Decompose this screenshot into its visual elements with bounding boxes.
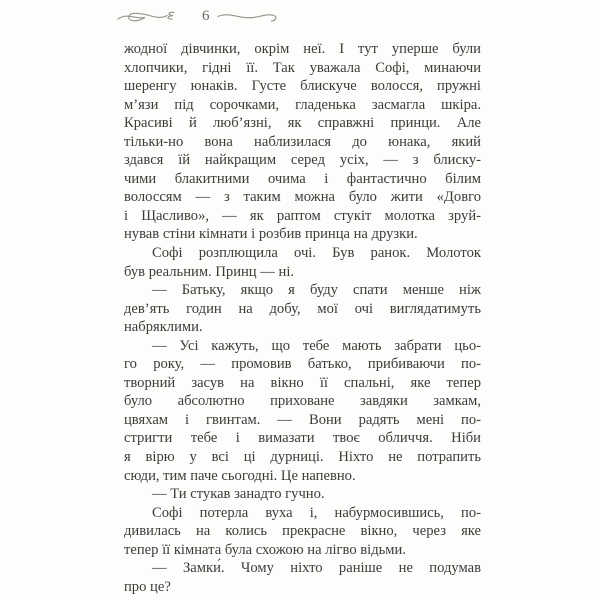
text-line: про це? xyxy=(124,578,171,595)
text-line: — Батьку, якщо я буду спати менше ніж xyxy=(152,282,481,299)
text-line: — Ти стукав занадто гучно. xyxy=(152,486,325,503)
text-line: жодної дівчинки, окрім неї. І тут уперше були xyxy=(124,41,481,57)
text-line: шеренгу юнаків. Густе блискуче волосся, пружні xyxy=(124,78,481,95)
text-line: творний засув на вікно її спальні, яке тепер xyxy=(124,374,481,391)
text-line: був реальним. Принц — ні. xyxy=(124,263,295,280)
text-line: стригти тебе і вимазати твоє обличчя. Ніби xyxy=(124,430,481,447)
text-line: набряклими. xyxy=(124,319,203,336)
flourish-right-icon xyxy=(217,7,279,25)
text-line: і Щасливо», — як раптом стукіт молотка зруй- xyxy=(124,207,481,224)
text-line: Красиві й люб’язні, як справжні принци. Але xyxy=(124,115,481,132)
text-line: Софі розплющила очі. Був ранок. Молоток xyxy=(152,245,481,262)
text-line: го року, — промовив батько, прибиваючи по- xyxy=(124,356,481,373)
text-line: здався їй найкращим серед усіх, — з блиску- xyxy=(124,152,481,169)
text-line: чими блакитними очима і фантастично білим xyxy=(124,170,481,187)
text-line: було абсолютно приховане завдяки замкам, xyxy=(124,393,481,410)
text-line: дивилась на колись прекрасне вікно, через яке xyxy=(124,523,481,540)
page-header xyxy=(108,4,288,28)
text-line: — Усі кажуть, що тебе мають забрати цьо- xyxy=(152,337,481,354)
text-line: цвяхам і гвинтам. — Вони радять мені по- xyxy=(124,411,481,428)
text-line: сюди, тим паче сьогодні. Це напевно. xyxy=(124,467,356,484)
page-number: 6 xyxy=(202,8,210,24)
text-line: дев’ять годин на добу, мої очі виглядатимуть xyxy=(124,300,481,317)
text-line: хлопчики, гідні її. Так уважала Софі, минаючи xyxy=(124,59,481,76)
page-text xyxy=(124,40,481,596)
text-line: тепер її кімната була схожою на лігво відьми. xyxy=(124,541,406,558)
text-line: тільки-но вона наблизилася до юнака, який xyxy=(124,133,481,150)
text-line: — Замки́. Чому ніхто раніше не подумав xyxy=(152,560,481,577)
text-line: м’язи під сорочками, гладенька засмагла шкіра. xyxy=(124,96,481,113)
text-line: я вірю у всі ці дурниці. Ніхто не потрапить xyxy=(124,449,481,466)
text-line: волоссям — з таким можна було жити «Довго xyxy=(124,189,481,206)
text-line: нував стіни кімнати і розбив принца на друзки. xyxy=(124,226,418,243)
text-line: Софі потерла вуха і, набурмосившись, по- xyxy=(152,504,481,521)
flourish-left-icon xyxy=(117,7,195,25)
